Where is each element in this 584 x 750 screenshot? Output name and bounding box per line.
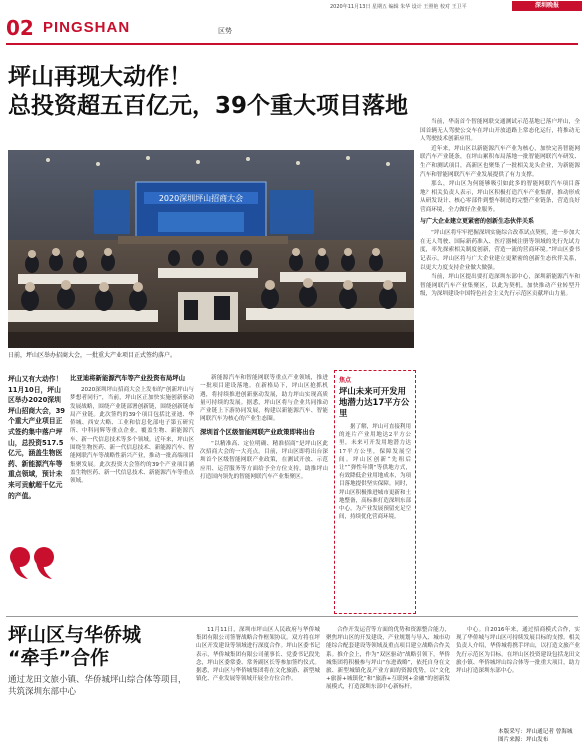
paragraph: 新能源汽车和智能网联等重点产业领域，推进一批项目建设落地。在新格局下，坪山区抢抓机遇，将持续推进创新驱动发展，助力坪山实现高质量可持续的发展。据悉，坪山区将与企业共同推动产业链上下游协同发展，构建以新能源汽车、智能网联汽车为核心的产业生态圈。 <box>200 375 328 423</box>
newspaper-brand: 深圳晚报 <box>512 1 582 11</box>
article-column-1 <box>70 374 194 486</box>
story2-column-3 <box>456 626 580 726</box>
paragraph: 近年来，坪山区以新能源汽车产业为核心，加快完善智能网联汽车产业链条，在坪山累积布局落地一批智能网联汽车研发、生产和测试项目，高新区也聚集了一批相关龙头企业，为新能源汽车和智能网联汽车产业发展提供了有力支撑。 <box>420 145 580 178</box>
paragraph: 合作开发运营等方面的优势和资源整合能力，聚焦坪山区的开发建设，产业规划与导入、城市功能综合配套建设等领域及重点项目建立战略合作关系。推介会上，作为“双区驱动”战略引领下，华侨城集团将积极参与坪山“东进战略”，依托自身在文旅、新型城镇化及产业方面的资源优势，以“文化+旅游+城镇化”和“旅游+互联网+金融”的创新发展模式，打造深圳东部中心新标杆。 <box>326 627 450 691</box>
story2-headline-line-1: 坪山区与华侨城 <box>8 624 142 646</box>
section-sub: 区势 <box>218 27 232 35</box>
date-line: 2020年11月13日 星期五 编辑 朱华 设计 王照艳 校对 王卫平 <box>330 4 467 10</box>
conference-photo <box>8 150 414 348</box>
story2-column-1 <box>196 626 320 683</box>
photo-caption: 日前，坪山区举办招商大会，一批重大产业项目正式签约落户。 <box>8 352 177 359</box>
paragraph: 那么，坪山区为何能够吸引如此多的智能网联汽车项目落地？相关负责人表示，坪山区积极打造汽车产业集群，推动形成从研发设计、核心零部件到整车制造的完整产业链条，营造良好营商环境，全力做好企业服务。 <box>420 181 580 213</box>
paragraph: 11月11日，深圳市坪山区人民政府与华侨城集团有限公司签署战略合作框架协议。双方将在坪山区开发建设等领域进行深度合作。坪山区委书记表示，华侨城集团有限公司董事长、党委书记段先念，坪山区委常委、常务副区长等参加签约仪式。据悉，坪山区与华侨城集团将在文化旅游、新型城镇化、产业发展等领域开展全方位合作。 <box>196 627 320 683</box>
headline-line-2: 总投资超五百亿元，39个重大项目落地 <box>8 93 409 119</box>
lead-sidebar: 坪山又有大动作！11月10日，坪山区举办2020深圳坪山招商大会，39个重大产业项目正式签约集中落户坪山，总投资517.5亿元，涵盖生物医药、新能源汽车等重点领域，预计未来可贡献超千亿元的产值。 <box>8 375 66 500</box>
paragraph: 中心。自2016年来，通过招商模式合作，实现了华侨城与坪山区可持续发展目标的支撑。相关负责人介绍，华侨城将携手坪山，以打造文旅产业先行示范区为目标，在坪山区投资建设包括龙田文旅小镇、华侨城坪山综合体等一批重大项目，助力坪山打造深圳东部中心。 <box>456 627 580 675</box>
section-header <box>6 16 578 42</box>
story2-subtitle: 通过龙田文旅小镇、华侨城坪山综合体等项目，共筑深圳东部中心 <box>8 675 187 697</box>
section-name: PINGSHAN <box>43 19 131 36</box>
story2-column-2 <box>326 626 450 692</box>
focus-text: 据了解，坪山可直接利用的连片产业用地达2平方公里，未来可开发用地潜力达17平方公里，保障发展空间。坪山区创新“先租后让”“弹性年期”等供地方式，有效降低企业用地成本，为项目落地提供坚实保障。同时，坪山区积极推进城市更新和土地整备，高标准打造深圳东部中心，为产业发展预留充足空间，持续优化营商环境。 <box>339 424 411 521</box>
focus-title: 坪山未来可开发用地潜力达17平方公里 <box>339 386 410 418</box>
photo-illustration <box>8 150 414 348</box>
credit-photo: 图片来源：坪山发布 <box>498 737 549 743</box>
page-header-bar <box>0 0 584 12</box>
paragraph: 当前，坪山区提出要打造深圳东部中心，深圳新能源汽车和智能网联汽车产业集聚区，以此为契机，加快推动产业转型升级，为深圳建设中国特色社会主义先行示范区贡献坪山力量。 <box>420 274 580 298</box>
column-subhead: 与广大企业建立更紧密的创新生态伙伴关系 <box>420 217 535 225</box>
main-headline <box>8 63 548 121</box>
paragraph: 当前，华南首个智能网联交通测试示范基地已落户坪山，全国首辆无人驾驶公交车在坪山开放道路上常态化运行，将推动无人驾驶技术创新应用。 <box>420 119 580 143</box>
credit-block <box>498 728 582 744</box>
focus-box <box>334 370 416 614</box>
story2-headline-line-2: “牵手”合作 <box>8 647 109 669</box>
column-title: 比亚迪将新能源汽车等产业投资布局坪山 <box>70 374 186 382</box>
story2-headline <box>8 624 188 670</box>
story-divider <box>6 616 578 617</box>
stage-banner: 2020深圳坪山招商大会 <box>158 194 244 203</box>
paragraph: “以精准高、定位明确、精准招商”是坪山区此次招商大会的一大亮点。目前，坪山区即将出台深圳首个区级智能网联产业政策，在测试开放、示范应用、运营服务等方面给予全方位支持，助推坪山打造国内领先的智能网联汽车产业集聚区。 <box>200 440 328 480</box>
article-column-2 <box>200 374 328 481</box>
paragraph: “坪山区将牢牢把握深圳实施综合改革试点契机，进一步加大在无人驾驶、国际新药准入、医疗器械注册等领域的先行先试力度，率先探索相关制度创新，营造一流的营商环境。”坪山区委书记表示，坪山区将与广大企业建立更紧密的创新生态伙伴关系，以更大力度支持企业做大做强。 <box>420 230 580 271</box>
column-title: 深圳首个区级智能网联产业政策即将出台 <box>200 427 316 436</box>
quote-mark-icon <box>8 545 58 581</box>
header-divider <box>6 43 578 45</box>
page-number: 02 <box>6 16 34 40</box>
paragraph: 2020深圳坪山招商大会上发布的“创新坪山与梦想者同行”，当前，坪山区正加快实施创新驱动发展战略，围绕产业链部署创新链，围绕创新链布局产业链。此次签约的39个项目包括比亚迪、华侨城、西安大略、工业和信息化部电子第五研究所、中科同辉等重点企业，覆盖生物、新能源汽车、新一代信息技术等多个领域。近年来，坪山区围绕生物医药、新一代信息技术、新能源汽车、智能网联汽车等战略性新兴产业，推动一批高端项目集聚发展。此次投资大会签约的39个产业项目涵盖生物医药、新一代信息技术、新能源汽车等重点领域。 <box>70 387 194 485</box>
focus-tag: 焦点 <box>339 377 352 384</box>
right-article-column <box>420 118 580 300</box>
headline-line-1: 坪山再现大动作！ <box>8 64 192 90</box>
credit-author: 本版采写：坪山通记者 曾海城 <box>498 729 573 735</box>
